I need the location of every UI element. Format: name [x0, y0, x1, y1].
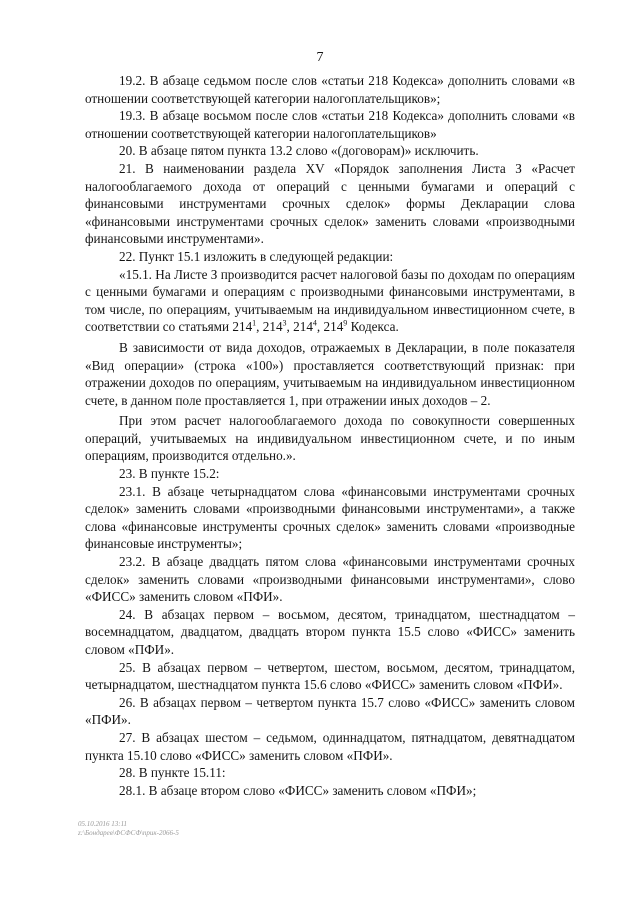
footer-timestamp: 05.10.2016 13:11 [78, 820, 128, 828]
footer-file-path: z:\Бондарев\ФСФСФ\прик-2066-5 [78, 829, 179, 837]
paragraph-26: 26. В абзацах первом – четвертом пункта 15.7 слово «ФИСС» заменить словом «ПФИ». [85, 694, 575, 728]
paragraph-22: 22. Пункт 15.1 изложить в следующей редакции: [119, 248, 394, 264]
paragraph-27: 27. В абзацах шестом – седьмом, одиннадцатом, пятнадцатом, девятнадцатом пункта 15.10 слово «ФИСС» заменить словом «ПФИ». [85, 729, 575, 763]
paragraph-operation-type: В зависимости от вида доходов, отражаемых в Декларации, в поле показателя «Вид операции» (строка «100») проставляется соответствующий признак: при отражении доходов по операциям, учитываемым на индивидуальном инвестиционном счете, в данном поле проставляется 1, при отражении иных доходов – 2. [85, 339, 575, 408]
paragraph-20: 20. В абзаце пятом пункта 13.2 слово «(договорам)» исключить. [119, 143, 479, 159]
page-number: 7 [316, 50, 324, 65]
paragraph-separate-calc: При этом расчет налогооблагаемого дохода по совокупности совершенных операций, учитываемых на индивидуальном инвестиционном счете, и по иным операциям, производится отдельно.». [85, 413, 575, 464]
paragraph-15-1-text: «15.1. На Листе З производится расчет налоговой базы по доходам по операциям с ценными бумагами и операциям с производными финансовыми инструментами, в том числе, по операциям, учитываемым на индивидуальном инвестиционном счете, в соответствии со статьями [85, 266, 575, 335]
paragraph-19-3: 19.3. В абзаце восьмом после слов «статьи 218 Кодекса» дополнить словами «в отношении соответствующей категории налогоплательщиков» [85, 108, 575, 141]
paragraph-15-1-tail: Кодекса. [350, 319, 399, 335]
paragraph-24: 24. В абзацах первом – восьмом, десятом, тринадцатом, шестнадцатом – восемнадцатом, двадцатом, двадцать втором пункта 15.5 слово «ФИСС» заменить словом «ПФИ». [85, 606, 575, 657]
paragraph-23-2: 23.2. В абзаце двадцать пятом слова «финансовыми инструментами срочных сделок» заменить словами «производными финансовыми инструментами», слово «ФИСС» заменить словом «ПФИ». [85, 554, 575, 605]
paragraph-15-1: «15.1. На Листе З производится расчет налоговой базы по доходам по операциям с ценными бумагами и операциям с производными финансовыми инструментами, в том числе, по операциям, учитываемым на индивидуальном инвестиционном счете, в соответствии со статьями $214^1$, $214^3$, $214^4$, $214^9$ Кодекса. [85, 266, 575, 335]
document-body [85, 72, 575, 799]
paragraph-19-2: 19.2. В абзаце седьмом после слов «статьи 218 Кодекса» дополнить словами «в отношении соответствующей категории налогоплательщиков»; [85, 73, 575, 106]
paragraph-28-1: 28.1. В абзаце втором слово «ФИСС» заменить словом «ПФИ»; [119, 782, 477, 798]
paragraph-23-1: 23.1. В абзаце четырнадцатом слова «финансовыми инструментами срочных сделок» заменить словами «производными финансовыми инструментами», а также слова «финансовые инструменты срочных сделок» заменить словами «производные финансовые инструменты»; [85, 483, 575, 552]
paragraph-21: 21. В наименовании раздела XV «Порядок заполнения Листа З «Расчет налогооблагаемого дохода от операций с ценными бумагами и операций с финансовыми инструментами срочных сделок» формы Декларации слова «финансовыми инструментами срочных сделок» заменить словами «производными финансовыми инструментами». [85, 160, 575, 247]
paragraph-25: 25. В абзацах первом – четвертом, шестом, восьмом, десятом, тринадцатом, четырнадцатом, шестнадцатом пункта 15.6 слово «ФИСС» заменить словом «ПФИ». [85, 659, 575, 693]
paragraph-23: 23. В пункте 15.2: [119, 466, 220, 482]
paragraph-28: 28. В пункте 15.11: [119, 765, 226, 781]
file-footer [78, 820, 179, 838]
